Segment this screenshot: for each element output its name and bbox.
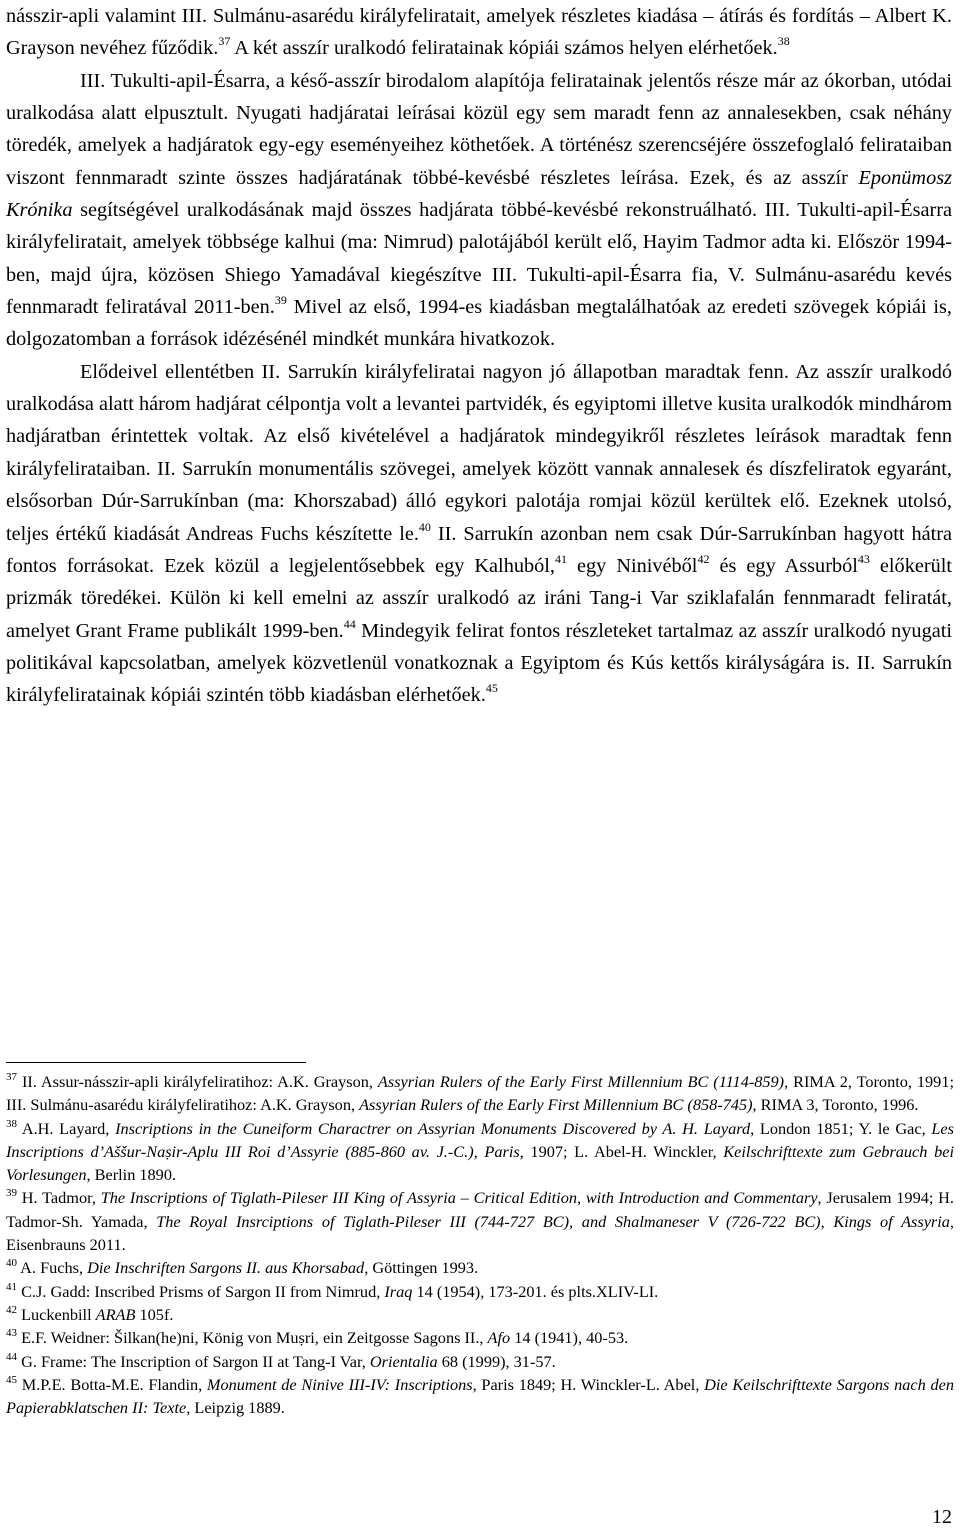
text-run: , RIMA 2, Toronto, 1991; III. Sulmánu-asarédu királyfeliratihoz: A.K. Grayson, <box>6 1072 954 1115</box>
text-run: 14 (1941), 40-53. <box>510 1328 629 1348</box>
main-text <box>6 0 952 712</box>
footnote-ref[interactable]: 40 <box>418 519 431 534</box>
text-run: segítségével uralkodásának majd összes hadjárata többé-kevésbé rekonstruálható. III. Tukulti-apil-Ésarra királyfeliratait, amelyek többsége kalhui (ma: Nimrud) palotájából került elő, Hayim Tadmor adta ki. Először 1994-ben, majd újra, közösen Shiego Yamadával kiegészítve III. Tukulti-apil-Ésarra fia, V. Sulmánu-asarédu kevés fennmaradt feliratával 2011-ben. <box>6 199 952 319</box>
text-run: , Göttingen 1993. <box>364 1258 479 1278</box>
text-run: Mindegyik felirat fontos részleteket tartalmaz az asszír uralkodó nyugati politikával kapcsolatban, amelyek közvetlenül vonatkoznak a Egyiptom és Kús kettős királyságára is. II. Sarrukín királyfeliratainak kópiái szintén több kiadásban elérhetőek. <box>6 619 952 707</box>
text-run: , London 1851; Y. le Gac, <box>750 1118 932 1138</box>
footnote-38 <box>6 1117 954 1187</box>
italic-title: Die Inschriften Sargons II. aus Khorsabad <box>87 1258 365 1278</box>
footnote-ref[interactable]: 45 <box>485 681 498 696</box>
italic-title: Afo <box>487 1328 511 1348</box>
text-run: , Berlin 1890. <box>86 1165 177 1185</box>
italic-title: Assyrian Rulers of the Early First Millennium BC (858-745) <box>359 1095 753 1115</box>
italic-title: Orientalia <box>369 1351 438 1371</box>
footnote-number: 45 <box>6 1373 17 1386</box>
italic-title: Iraq <box>384 1281 413 1301</box>
text-run: E.F. Weidner: Šilkan(he)ni, König von Muṣri, ein Zeitgosse Sagons II., <box>17 1328 488 1348</box>
paragraph-3 <box>6 356 952 712</box>
text-run: II. Assur-násszir-apli királyfeliratihoz: A.K. Grayson, <box>17 1072 378 1091</box>
text-run: egy Ninivéből <box>566 554 698 577</box>
text-run: , Eisenbrauns 2011. <box>6 1211 954 1255</box>
text-run: , Jerusalem 1994; H. Tadmor-Sh. Yamada, <box>6 1188 954 1231</box>
text-run: , Leipzig 1889. <box>186 1398 285 1418</box>
italic-title: Die Keilschrifttexte Sargons nach den Papierabklatschen II: Texte <box>6 1374 954 1418</box>
footnote-41 <box>6 1280 954 1303</box>
text-run: , RIMA 3, Toronto, 1996. <box>752 1095 919 1115</box>
footnote-40 <box>6 1256 954 1279</box>
text-run: A.H. Layard, <box>17 1118 116 1138</box>
text-run: H. Tadmor, <box>17 1188 101 1208</box>
text-run: G. Frame: The Inscription of Sargon II at Tang-I Var, <box>17 1351 370 1371</box>
text-run: II. Sarrukín azonban nem csak Dúr-Sarrukínban hagyott hátra fontos forrásokat. Ezek közül a legjelentősebbek egy Kalhuból, <box>6 522 952 577</box>
footnotes <box>6 1070 954 1419</box>
text-run: , Paris 1849; H. Winckler-L. Abel, <box>472 1374 705 1394</box>
footnote-ref[interactable]: 38 <box>777 34 790 49</box>
italic-title: Keilschrifttexte zum Gebrauch bei Vorlesungen <box>6 1141 954 1185</box>
paragraph-2 <box>6 65 952 356</box>
italic-title: The Inscriptions of Tiglath-Pileser III King of Assyria – Critical Edition, with Introduction and Commentary <box>100 1188 818 1208</box>
italic-title: Eponümosz Krónika <box>6 166 952 222</box>
paragraph-1 <box>6 0 952 65</box>
italic-title: Les Inscriptions d’Aššur-Naṣir-Aplu III Roi d’Assyrie (885-860 av. J.-C.), Paris, <box>6 1118 954 1161</box>
footnote-number: 40 <box>6 1257 17 1270</box>
footnote-number: 39 <box>6 1187 17 1200</box>
text-run: 105f. <box>135 1304 174 1324</box>
text-run: Luckenbill <box>17 1304 96 1324</box>
footnote-44 <box>6 1350 954 1373</box>
text-run: M.P.E. Botta-M.E. Flandin, <box>17 1374 207 1394</box>
footnote-ref[interactable]: 37 <box>218 34 231 49</box>
text-run: Elődeivel ellentétben II. Sarrukín királyfeliratai nagyon jó állapotban maradtak fenn. Az asszír uralkodó uralkodása alatt három hadjárat célpontja volt a levantei partvidék, és egyiptomi illetve kusita uralkodók mindhárom hadjáratban érintettek voltak. Az első kivételével a hadjáratok mindegyikről részletes leírások maradtak fenn királyfelirataiban. II. Sarrukín monumentális szövegei, amelyek között vannak annalesek és díszfeliratok egyaránt, elsősorban Dúr-Sarrukínban (ma: Khorszabad) álló egykori palotája romjai közül kerültek elő. Ezeknek utolsó, teljes értékű kiadását Andreas Fuchs készítette le. <box>6 360 952 545</box>
italic-title: ARAB <box>95 1304 136 1324</box>
footnote-45 <box>6 1373 954 1420</box>
footnote-number: 43 <box>6 1327 17 1340</box>
footnote-number: 44 <box>6 1350 17 1363</box>
page-number: 12 <box>932 1506 952 1528</box>
text-run: násszir-apli valamint III. Sulmánu-asarédu királyfeliratait, amelyek részletes kiadása – átírás és fordítás – Albert K. Grayson nevéhez fűződik. <box>6 5 952 60</box>
footnote-ref[interactable]: 44 <box>343 616 356 631</box>
footnote-42 <box>6 1303 954 1326</box>
footnote-separator <box>6 1062 306 1063</box>
footnote-ref[interactable]: 41 <box>554 551 567 566</box>
text-run: III. Tukulti-apil-Ésarra, a késő-asszír birodalom alapítója feliratainak jelentős része már az ókorban, utódai uralkodása alatt elpusztult. Nyugati hadjáratai leírásai közül egy sem maradt fenn az annalesekben, csak néhány töredék, amelyek a hadjáratok egy-egy eseményeihez köthetőek. A történész szerencséjére összefoglaló felirataiban viszont fennmaradt szinte összes hadjáratának többé-kevésbé részletes leírása. Ezek, és az asszír <box>6 69 952 189</box>
text-run: Mivel az első, 1994-es kiadásban megtalálhatóak az eredeti szövegek kópiái is, dolgozatomban a források idézésénél mindkét munkára hivatkozok. <box>6 296 952 351</box>
footnote-number: 37 <box>6 1071 17 1083</box>
text-run: 1907; L. Abel-H. Winckler, <box>523 1141 724 1161</box>
italic-title: Monument de Ninive III-IV: Inscriptions <box>206 1374 473 1394</box>
footnote-ref[interactable]: 42 <box>697 551 710 566</box>
text-run: 14 (1954), 173-201. és plts.XLIV-LI. <box>412 1281 659 1301</box>
footnote-ref[interactable]: 39 <box>274 293 287 308</box>
text-run: A két asszír uralkodó feliratainak kópiái számos helyen elérhetőek. <box>230 37 778 60</box>
footnote-37 <box>6 1070 954 1117</box>
footnote-number: 42 <box>6 1303 17 1316</box>
footnote-43 <box>6 1326 954 1349</box>
footnote-number: 38 <box>6 1117 17 1130</box>
text-run: előkerült prizmák töredékei. Külön ki kell emelni az asszír uralkodó az iráni Tang-i Var sziklafalán fennmaradt feliratát, amelyet Grant Frame publikált 1999-ben. <box>6 554 952 642</box>
italic-title: Inscriptions in the Cuneiform Charactrer on Assyrian Monuments Discovered by A. H. Layard <box>115 1118 751 1138</box>
italic-title: The Royal Insrciptions of Tiglath-Pileser III (744-727 BC), and Shalmaneser V (726-722 BC), Kings of Assyria <box>156 1211 950 1231</box>
text-run: A. Fuchs, <box>17 1258 88 1278</box>
text-run: és egy Assurból <box>709 554 858 577</box>
text-run: 68 (1999), 31-57. <box>437 1351 556 1371</box>
footnote-ref[interactable]: 43 <box>857 551 870 566</box>
footnote-39 <box>6 1186 954 1256</box>
footnote-number: 41 <box>6 1280 17 1293</box>
text-run: C.J. Gadd: Inscribed Prisms of Sargon II from Nimrud, <box>17 1281 385 1301</box>
italic-title: Assyrian Rulers of the Early First Millennium BC (1114-859) <box>377 1072 785 1091</box>
